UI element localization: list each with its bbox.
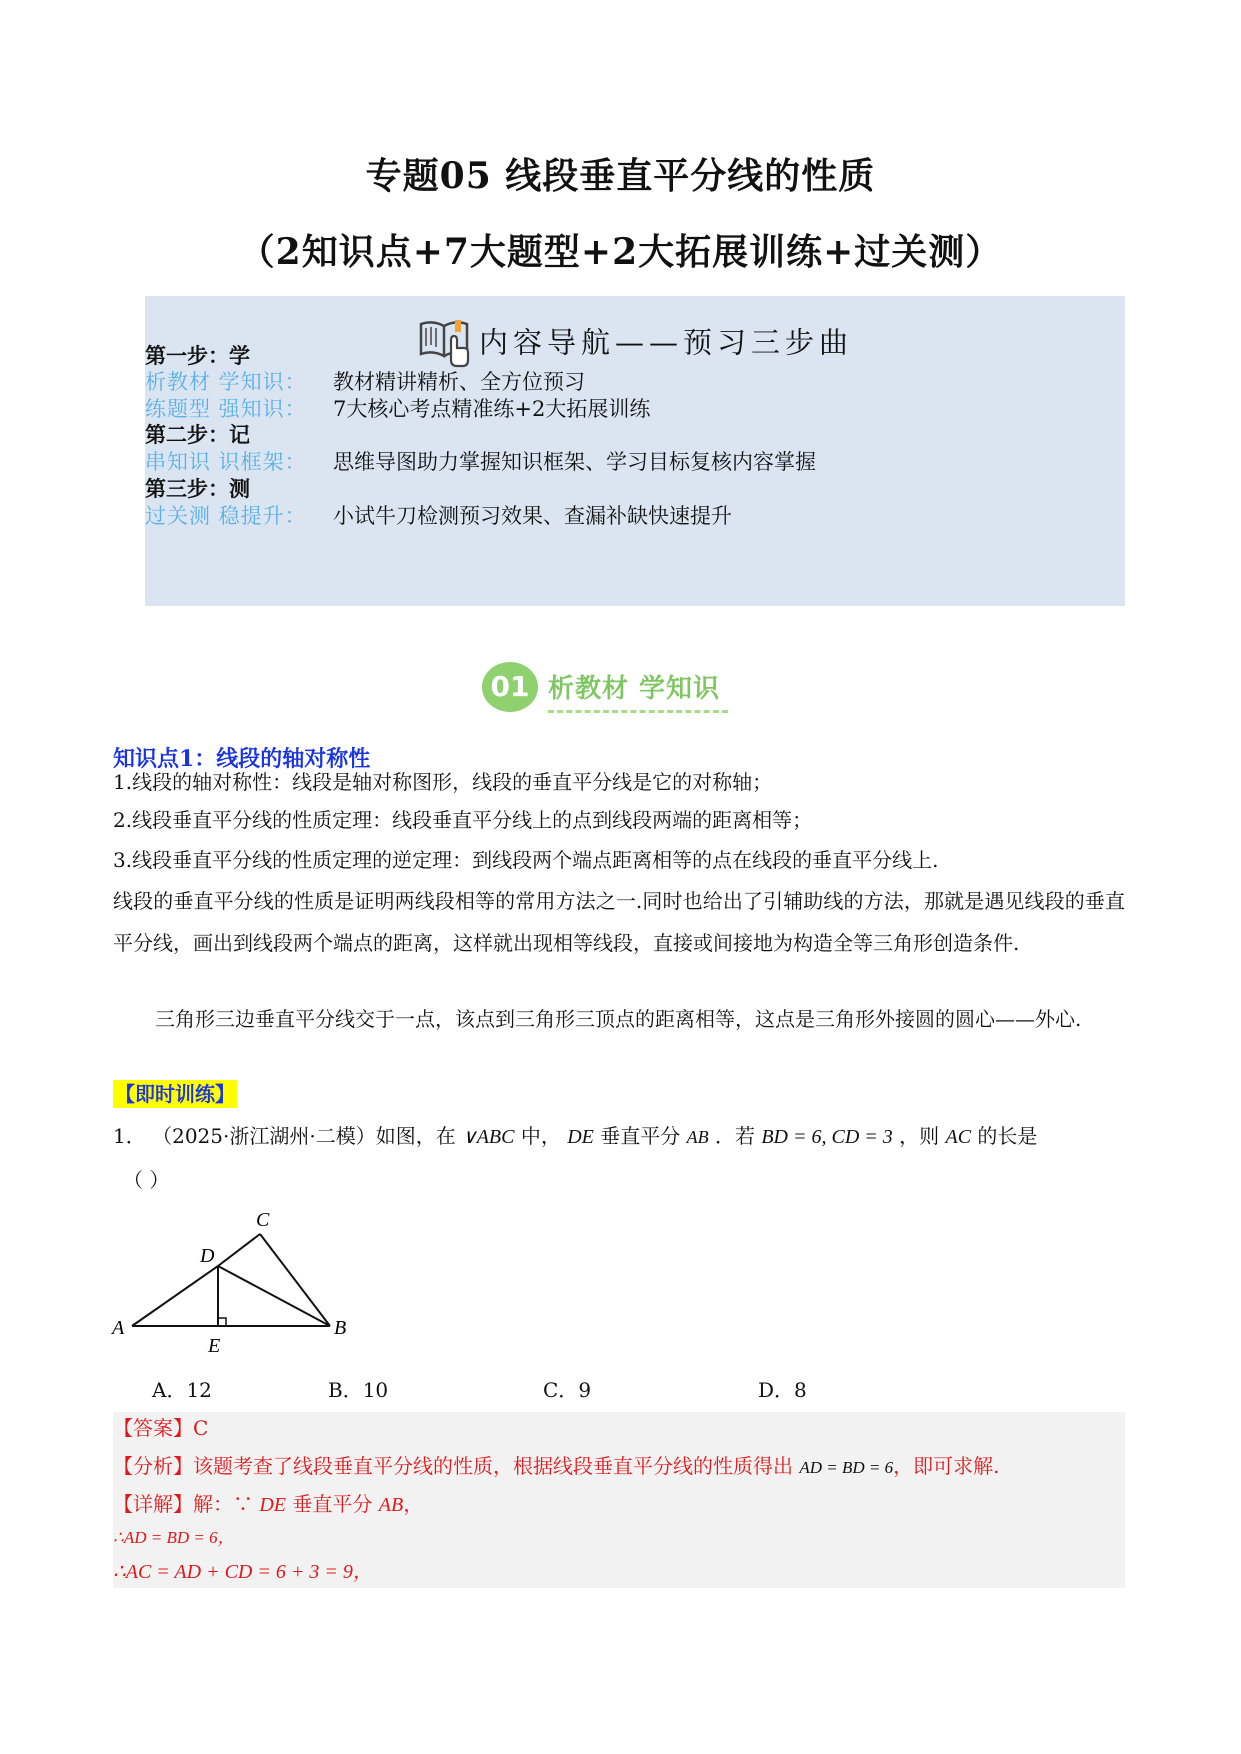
nav-row-4-label: 过关测 稳提升：: [145, 504, 307, 528]
option-b: [328, 1374, 388, 1403]
nav-row-3-desc: 思维导图助力掌握知识框架、学习目标复核内容掌握: [333, 450, 816, 474]
knowledge-point-title: 知识点1：线段的轴对称性: [113, 746, 371, 772]
segment-dc: [218, 1234, 260, 1266]
practice-tag: 【即时训练】: [115, 1082, 235, 1106]
question-1: [113, 1122, 1037, 1151]
knowledge-item-3: 3.线段垂直平分线的性质定理的逆定理：到线段两个端点距离相等的点在线段的垂直平分线上.: [113, 848, 939, 872]
option-d: [758, 1374, 807, 1403]
option-c-value: 9: [578, 1378, 592, 1402]
triangle-figure: [108, 1206, 368, 1370]
analysis-end: ，即可求解.: [893, 1454, 1000, 1478]
detail-ab: AB: [378, 1494, 404, 1516]
option-c-letter: C．: [543, 1378, 579, 1402]
option-b-value: 10: [362, 1378, 389, 1402]
section-label: 析教材 学知识: [548, 674, 721, 704]
question-text-2: 垂直平分: [600, 1124, 681, 1148]
segment-db: [218, 1266, 330, 1326]
detail-row: [113, 1490, 423, 1519]
book-icon: [417, 314, 473, 375]
detail-text-1: 解：∵: [193, 1492, 253, 1516]
step-1: 第一步：学: [145, 343, 250, 368]
label-b: B: [334, 1317, 347, 1339]
knowledge-item-2: 2.线段垂直平分线的性质定理：线段垂直平分线上的点到线段两端的距离相等；: [113, 808, 813, 832]
navigation-heading-text: 内容导航——预习三步曲: [478, 325, 853, 360]
option-a-letter: A．: [152, 1378, 187, 1402]
label-a: A: [112, 1317, 125, 1339]
segment-cb: [260, 1234, 330, 1326]
nav-row-4: [145, 502, 307, 530]
analysis-equation: AD = BD = 6: [799, 1458, 894, 1477]
option-d-letter: D．: [758, 1378, 795, 1402]
right-angle-mark: [218, 1318, 226, 1326]
option-c: [543, 1374, 591, 1403]
step-3: 第三步：测: [145, 476, 250, 501]
question-paren: （ ）: [123, 1168, 170, 1192]
detail-tag: 【详解】: [113, 1492, 193, 1516]
answer-tag: 【答案】: [113, 1416, 193, 1440]
navigation-heading: [145, 314, 1125, 375]
label-d: D: [200, 1245, 215, 1267]
page-subtitle: （2知识点+7大题型+2大拓展训练+过关测）: [238, 231, 1003, 273]
question-text-1: 中，: [520, 1124, 561, 1148]
question-ab: AB: [686, 1127, 709, 1147]
question-text-5: 的长是: [977, 1124, 1038, 1148]
option-d-value: 8: [794, 1378, 807, 1402]
question-triangle: ∨ABC: [462, 1126, 515, 1148]
option-b-letter: B．: [328, 1378, 363, 1402]
knowledge-paragraph-2: 三角形三边垂直平分线交于一点，该点到三角形三顶点的距离相等，这点是三角形外接圆的圆心——外心.: [155, 1007, 1082, 1031]
section-underline: [548, 710, 728, 713]
nav-row-4-desc: 小试牛刀检测预习效果、查漏补缺快速提升: [333, 504, 732, 528]
detail-de: DE: [259, 1494, 287, 1516]
analysis-text: 该题考查了线段垂直平分线的性质，根据线段垂直平分线的性质得出: [193, 1454, 793, 1478]
answer-block: [113, 1412, 1125, 1588]
answer-row: [113, 1414, 208, 1442]
step-2: 第二步：记: [145, 422, 250, 447]
question-source: （2025·浙江湖州·二模）如图，在: [152, 1124, 456, 1148]
nav-row-1: [145, 368, 307, 396]
analysis-row: [113, 1452, 999, 1482]
answer-value: C: [193, 1416, 209, 1440]
section-number: 01: [482, 662, 538, 712]
question-ac: AC: [945, 1126, 972, 1148]
option-a-value: 12: [186, 1378, 212, 1402]
question-de: DE: [567, 1126, 594, 1148]
nav-row-2-desc: 7大核心考点精准练+2大拓展训练: [333, 397, 651, 421]
analysis-tag: 【分析】: [113, 1454, 193, 1478]
knowledge-item-1: 1.线段的轴对称性：线段是轴对称图形，线段的垂直平分线是它的对称轴；: [113, 770, 773, 794]
nav-row-2-label: 练题型 强知识：: [145, 397, 307, 421]
question-text-3: ．若: [714, 1124, 755, 1148]
segment-ad: [132, 1266, 218, 1326]
nav-row-3-label: 串知识 识框架：: [145, 450, 307, 474]
question-condition: BD = 6, CD = 3: [761, 1126, 893, 1148]
nav-row-1-desc: 教材精讲精析、全方位预习: [333, 370, 585, 394]
label-e: E: [208, 1335, 221, 1357]
content-navigation-box: [145, 296, 1125, 606]
detail-comma: ，: [403, 1492, 424, 1516]
nav-row-3: [145, 448, 307, 476]
detail-text-2: 垂直平分: [292, 1492, 373, 1516]
label-c: C: [256, 1209, 270, 1231]
detail-line-3: ∴AC = AD + CD = 6 + 3 = 9，: [113, 1561, 373, 1583]
page-title: 专题05 线段垂直平分线的性质: [365, 155, 876, 197]
nav-row-2: [145, 395, 307, 423]
detail-line-2: ∴AD = BD = 6，: [113, 1528, 235, 1547]
option-a: [152, 1374, 212, 1403]
question-text-4: ，则: [899, 1124, 940, 1148]
question-number: 1．: [113, 1124, 146, 1148]
nav-row-1-label: 析教材 学知识：: [145, 370, 307, 394]
knowledge-paragraph-1: 线段的垂直平分线的性质是证明两线段相等的常用方法之一.同时也给出了引辅助线的方法，那就是遇见线段的垂直平分线，画出到线段两个端点的距离，这样就出现相等线段，直接或间接地为构造全等三角形创造条件.: [113, 889, 1125, 955]
